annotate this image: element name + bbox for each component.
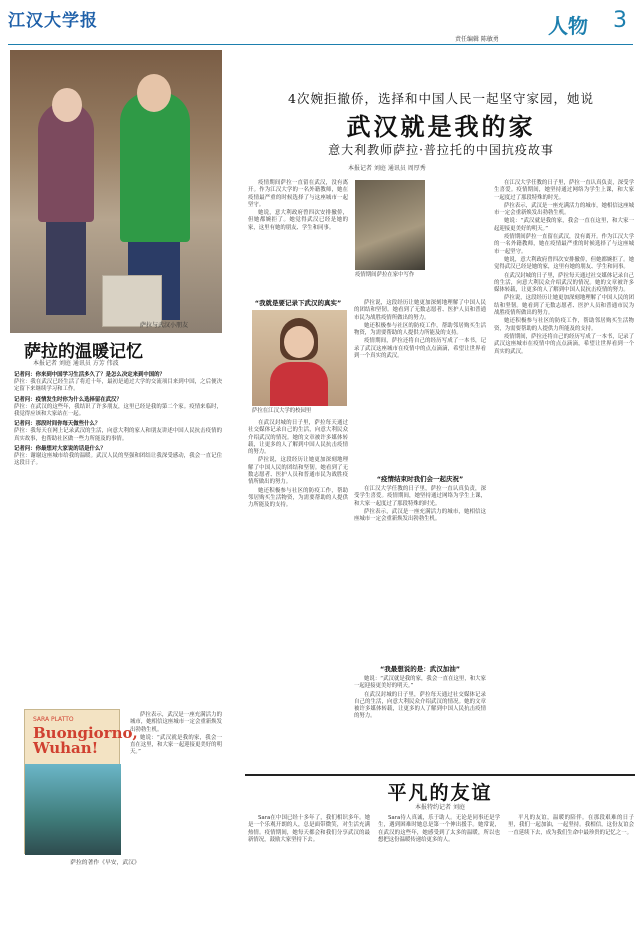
paragraph: 萨拉表示，武汉是一座充满活力的城市，她相信这座城市一定会重新焕发出勃勃生机。 xyxy=(494,202,634,217)
friendship-title: 平凡的友谊 xyxy=(387,782,493,804)
section-subhead: “我就是要记录下武汉的真实” xyxy=(254,299,342,307)
paragraph: 萨拉说，这段经历让她更加深刻地理解了中国人民的团结和坚韧。她看到了无数志愿者、医护人员和普通市民为战胜疫情所做出的努力。 xyxy=(354,300,486,321)
article-byline: 本报记者 刘庭 通讯员 周厚秀 xyxy=(348,165,426,172)
paragraph: 萨拉表示，武汉是一座充满活力的城市，她相信这座城市一定会重新焕发出勃勃生机。 xyxy=(130,712,222,733)
article-column-2c xyxy=(354,676,486,768)
photo-head xyxy=(137,74,171,112)
interview-qa xyxy=(14,372,222,702)
portrait-photo xyxy=(10,50,222,333)
friendship-column-3 xyxy=(508,815,634,927)
left-byline: 本报记者 刘庭 通讯员 方芳 伟波 xyxy=(33,360,119,367)
article-headline: 武汉就是我的家 xyxy=(346,112,536,141)
paragraph: 她还积极参与社区的防疫工作，帮助邻居购买生活物资，为需要帮助的人提供力所能及的支持。 xyxy=(494,318,634,332)
article-photo-caption: 萨拉在江汉大学的校园里 xyxy=(252,408,312,414)
book-illustration xyxy=(25,764,121,855)
book-cover xyxy=(24,709,138,854)
qa-answer: 萨拉：谢谢这座城市给我的温暖。武汉人民的坚强和团结让我深受感动，我会一直记住这段日子。 xyxy=(14,453,222,467)
paragraph: 在江汉大学任教的日子里，萨拉一直认真负责，深受学生喜爱。疫情期间，她坚持通过网络为学生上课，和大家一起度过了那段特殊的时光。 xyxy=(494,180,634,201)
left-bottom-text xyxy=(130,712,222,852)
paragraph: 她说：“武汉就是我的家，我会一直在这里，和大家一起迎接更美好的明天。” xyxy=(130,734,222,756)
paragraph: 疫情期间萨拉一直留在武汉，没有离开。作为江汉大学的一名外籍教师，她在疫情最严重的时候选择了与这座城市一起坚守。 xyxy=(494,234,634,255)
article-photo-caption: 疫情期间萨拉在家中写作 xyxy=(355,272,415,278)
photo-head xyxy=(52,88,82,122)
friendship-column-2 xyxy=(378,815,500,927)
article-kicker: 4次婉拒撤侨，选择和中国人民一起坚守家园，她说 xyxy=(288,91,594,106)
article-column-3 xyxy=(494,180,634,768)
qa-question: 记者问：你最想对大家说的话是什么？ xyxy=(14,445,106,452)
qa-answer: 萨拉：在武汉的这些年，我结识了许多朋友，这里已经是我的第二个家。疫情来临时，我觉得应该和大家站在一起。 xyxy=(14,403,222,418)
paragraph: 她说，意大利政府曾四次安排撤侨，但她都婉拒了。她觉得武汉已经是她的家，这里有她的朋友、学生和同事。 xyxy=(494,256,634,271)
friendship-column-1 xyxy=(248,815,370,927)
book-title: Buongiorno, Wuhan! xyxy=(33,724,138,757)
editor-meta: 责任编辑 陈敏勇 xyxy=(455,36,499,43)
qa-question: 记者问：疫情发生时你为什么选择留在武汉？ xyxy=(14,396,122,403)
paragraph: 她说，意大利政府曾四次安排撤侨，但她都婉拒了。她觉得武汉已经是她的家，这里有她的朋友、学生和同事。 xyxy=(248,210,348,231)
qa-question: 记者问：你来到中国学习生活多久了？是怎么决定来到中国的？ xyxy=(14,372,165,378)
photo-body xyxy=(270,362,328,406)
paragraph: 疫情期间，萨拉还将自己的经历写成了一本书，记录了武汉这座城市在疫情中的点点滴滴，希望让世界看到一个真实的武汉。 xyxy=(494,333,634,355)
book-author: SARA PLATTO xyxy=(33,716,74,723)
article-photo xyxy=(355,180,425,270)
paragraph: 萨拉说，这段经历让她更加深刻地理解了中国人民的团结和坚韧。她看到了无数志愿者、医护人员和普通市民为战胜疫情所做出的努力。 xyxy=(248,457,348,486)
paragraph: 萨拉说，这段经历让她更加深刻地理解了中国人民的团结和坚韧。她看到了无数志愿者、医护人员和普通市民为战胜疫情所做出的努力。 xyxy=(494,295,634,317)
paragraph: 她还积极参与社区的防疫工作，帮助邻居购买生活物资，为需要帮助的人提供力所能及的支持。 xyxy=(248,487,348,509)
section-subhead: “疫情结束时我们会一起庆祝” xyxy=(376,475,464,483)
photo-figure-child xyxy=(120,92,190,242)
qa-question: 记者问：那段时间你每天做些什么？ xyxy=(14,421,101,428)
qa-answer: 萨拉：我在武汉已经生活了将近十年，最初是通过大学的交流项目来到中国，之后便决定留下来继续学习和工作。 xyxy=(14,379,222,393)
paragraph: 她说：“武汉就是我的家，我会一直在这里，和大家一起迎接更美好的明天。” xyxy=(354,676,486,690)
article-photo xyxy=(252,310,347,406)
article-subhead: 意大利教师萨拉·普拉托的中国抗疫故事 xyxy=(328,143,554,157)
paragraph: 在武汉封城的日子里，萨拉每天通过社交媒体记录自己的生活，向意大利民众介绍武汉的情况。她的文章被许多媒体转载，让更多的人了解到中国人民抗击疫情的努力。 xyxy=(494,272,634,294)
article-column-1 xyxy=(248,180,348,305)
section-title: 人物 xyxy=(548,14,588,38)
section-subhead: “我最想说的是：武汉加油” xyxy=(379,665,461,673)
book-caption: 萨拉的著作《早安，武汉》 xyxy=(70,860,140,866)
paragraph: 在武汉封城的日子里，萨拉每天通过社交媒体记录自己的生活，向意大利民众介绍武汉的情况。她的文章被许多媒体转载，让更多的人了解到中国人民抗击疫情的努力。 xyxy=(248,420,348,456)
qa-answer: 萨拉：我每天在网上记录武汉的生活，向意大利的家人和朋友讲述中国人民抗击疫情的真实故事，也帮助社区做一些力所能及的事情。 xyxy=(14,428,222,442)
paragraph: Sara待人真诚，乐于助人。无论是同事还是学生，遇到困难时她总是第一个伸出援手。她常说，在武汉的这些年，她感受到了太多的温暖，所以也想把这份温暖传递给更多的人。 xyxy=(378,815,500,843)
paragraph: 平凡的友谊，温暖的陪伴。在那段艰难的日子里，我们一起加油，一起坚持。我相信，这份友谊会一直延续下去，成为我们生命中最珍贵的记忆之一。 xyxy=(508,815,634,836)
header-rule xyxy=(8,44,633,45)
photo-caption: 萨拉与武汉小朋友 xyxy=(140,322,189,329)
paragraph: 在江汉大学任教的日子里，萨拉一直认真负责，深受学生喜爱。疫情期间，她坚持通过网络为学生上课，和大家一起度过了那段特殊的时光。 xyxy=(354,486,486,507)
paragraph: 疫情期间，萨拉还将自己的经历写成了一本书，记录了武汉这座城市在疫情中的点点滴滴，希望让世界看到一个真实的武汉。 xyxy=(354,338,486,360)
photo-figure-part xyxy=(46,220,86,315)
article-column-2b xyxy=(354,486,486,656)
left-article-title: 萨拉的温暖记忆 xyxy=(24,342,143,362)
article-column-2 xyxy=(354,300,486,470)
paragraph: Sara在中国已经十多年了，我们相识多年。她是一个乐观开朗的人，总是面带微笑，对生活充满热情。疫情期间，她每天都会和我们分享武汉的最新情况，鼓励大家坚持下去。 xyxy=(248,815,370,843)
paragraph: 萨拉表示，武汉是一座充满活力的城市，她相信这座城市一定会重新焕发出勃勃生机。 xyxy=(354,508,486,523)
paragraph: 疫情期间萨拉一直留在武汉，没有离开。作为江汉大学的一名外籍教师，她在疫情最严重的时候选择了与这座城市一起坚守。 xyxy=(248,180,348,208)
page-number: 3 xyxy=(613,8,627,33)
paragraph: 在武汉封城的日子里，萨拉每天通过社交媒体记录自己的生活，向意大利民众介绍武汉的情况。她的文章被许多媒体转载，让更多的人了解到中国人民抗击疫情的努力。 xyxy=(354,691,486,720)
paragraph: 她说：“武汉就是我的家，我会一直在这里，和大家一起迎接更美好的明天。” xyxy=(494,218,634,232)
friendship-byline: 本报特约记者 刘庭 xyxy=(415,804,465,811)
article-column-1b xyxy=(248,420,348,765)
newspaper-logo: 江汉大学报 xyxy=(8,11,98,31)
paragraph: 她还积极参与社区的防疫工作，帮助邻居购买生活物资，为需要帮助的人提供力所能及的支持。 xyxy=(354,322,486,337)
photo-face xyxy=(284,326,314,358)
